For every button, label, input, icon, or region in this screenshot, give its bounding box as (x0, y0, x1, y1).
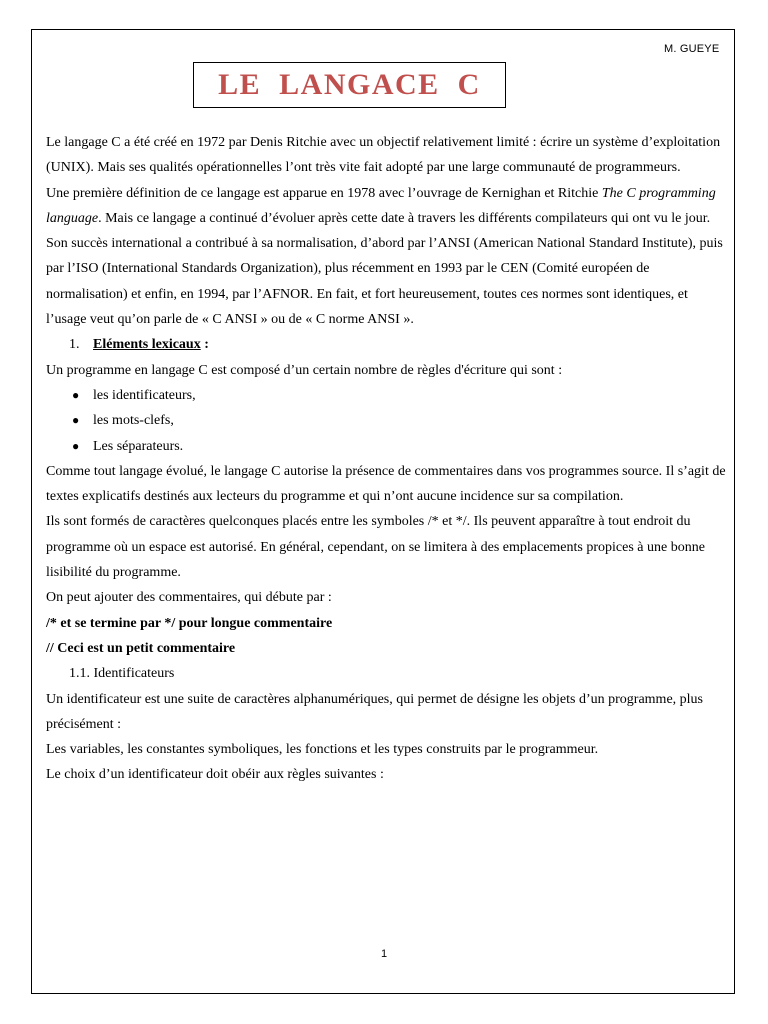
section-colon: : (200, 337, 209, 353)
list-item-text: les identificateurs, (93, 387, 196, 403)
section1-intro: Un programme en langage C est composé d’un certain nombre de règles d'écriture qui sont : (46, 362, 563, 378)
document-body (46, 130, 726, 788)
bullet-icon: ● (72, 387, 80, 402)
lexical-elements-list (46, 383, 726, 459)
document-title: LE LANGACE C (218, 68, 481, 101)
author-name: M. GUEYE (664, 43, 720, 55)
book-title: The C programming language (46, 185, 716, 226)
title-box (193, 62, 506, 108)
list-item-text: les mots-clefs, (93, 413, 174, 429)
identifiers-paragraph-3: Le choix d’un identificateur doit obéir aux règles suivantes : (46, 767, 384, 783)
identifiers-paragraph-2: Les variables, les constantes symboliques, les fonctions et les types construits par le programmeur. (46, 742, 599, 758)
list-item-text: Les séparateurs. (93, 438, 184, 454)
intro-paragraph-2 (46, 181, 726, 333)
comments-paragraph-1: Comme tout langage évolué, le langage C autorise la présence de commentaires dans vos programmes source. Il s’agit de textes explicatifs destinés aux lecteurs du programme et qui n’ont aucune incidence sur sa compilation. (46, 463, 726, 505)
list-item (46, 408, 726, 433)
intro-p2-text-end: . Mais ce langage a continué d’évoluer après cette date à travers les différents compilateurs qui ont vu le jour. Son succès international a contribué à sa normalisation, d’abord par l’ANSI (American National Standard Institute), puis par l’ISO (International Standards Organization), plus récemment en 1993 par le CEN (Comité européen de normalisation) et enfin, en 1994, par l’AFNOR. En fait, et fort heureusement, toutes ces normes sont identiques, et l’usage veut qu’on parle de « C ANSI » ou de « C norme ANSI ». (46, 210, 723, 328)
section-number: 1. (69, 337, 80, 353)
section-label: Eléments lexicaux (93, 337, 201, 353)
comments-paragraph-2: Ils sont formés de caractères quelconques placés entre les symboles /* et */. Ils peuvent apparaître à tout endroit du programme où un espace est autorisé. En général, cependant, on se limitera à des emplacements propices à une bonne lisibilité du programme. (46, 514, 705, 581)
list-item (46, 383, 726, 408)
comment-example-short: // Ceci est un petit commentaire (46, 640, 236, 656)
bullet-icon: ● (72, 413, 80, 428)
identifiers-paragraph-1: Un identificateur est une suite de caractères alphanumériques, qui permet de désigne les objets d’un programme, plus précisément : (46, 691, 704, 732)
intro-paragraph-1: Le langage C a été créé en 1972 par Denis Ritchie avec un objectif relativement limité : écrire un système d’exploitation (UNIX). Mais ses qualités opérationnelles l’ont très vite fait adopté par une large communauté de programmeurs. (46, 135, 721, 176)
page-number: 1 (380, 948, 388, 960)
subsection-heading-1-1: 1.1. Identificateurs (69, 666, 175, 682)
list-item (46, 434, 726, 459)
intro-p2-text-start: Une première définition de ce langage est apparue en 1978 avec l’ouvrage de Kernighan et Ritchie (46, 185, 602, 201)
section-heading-1 (46, 332, 726, 357)
comments-paragraph-3: On peut ajouter des commentaires, qui débute par : (46, 590, 332, 606)
comment-example-long: /* et se termine par */ pour longue commentaire (46, 615, 333, 631)
bullet-icon: ● (72, 438, 80, 453)
